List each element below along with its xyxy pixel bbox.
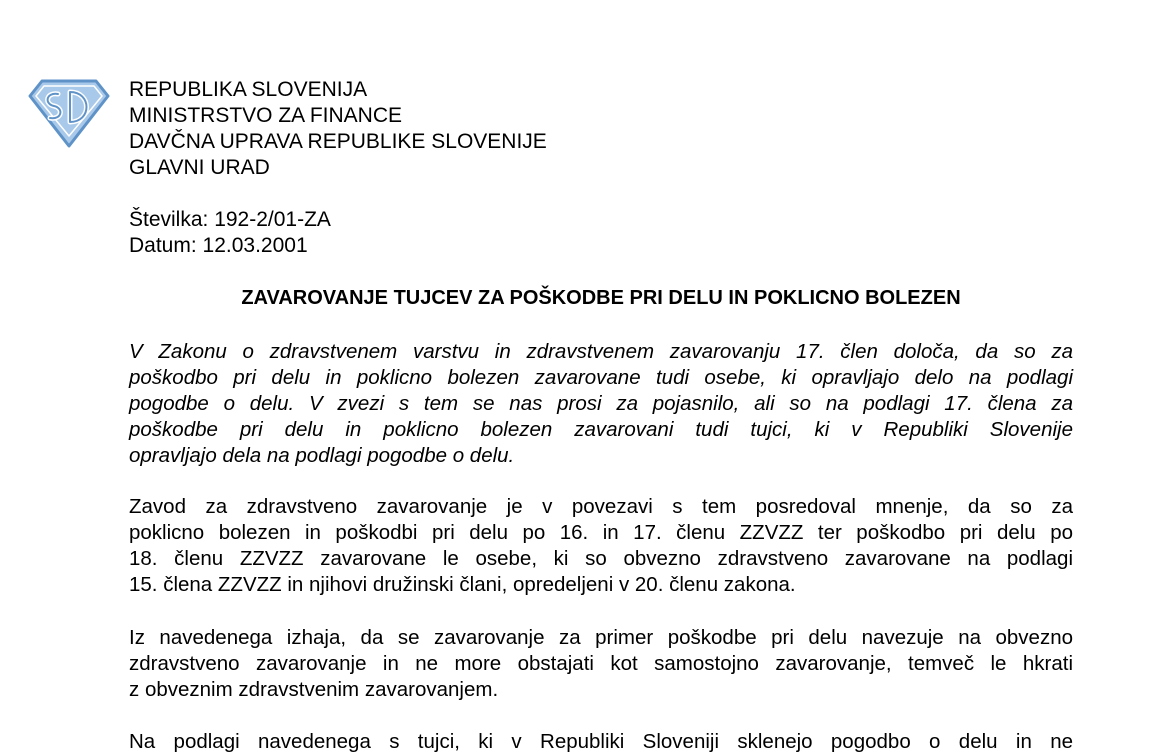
paragraph-line: Iz navedenega izhaja, da se zavarovanje za primer poškodbe pri delu navezuje na obvezno [129,626,1073,649]
paragraph-line: zdravstveno zavarovanje in ne more obstajati kot samostojno zavarovanje, temveč le hkrati [129,652,1073,675]
letterhead-line: GLAVNI URAD [129,156,270,179]
document-meta [129,207,331,259]
paragraph-line: V Zakonu o zdravstvenem varstvu in zdravstvenem zavarovanju 17. člen določa, da so za [129,340,1073,363]
paragraph-line: opravljajo dela na podlagi pogodbe o delu. [129,444,515,467]
paragraph-line: poškodbe pri delu in poklicno bolezen zavarovani tudi tujci, ki v Republiki Slovenije [129,418,1073,441]
document-title: ZAVAROVANJE TUJCEV ZA POŠKODBE PRI DELU IN POKLICNO BOLEZEN [241,287,961,309]
paragraph-line: Na podlagi navedenega s tujci, ki v Republiki Sloveniji sklenejo pogodbo o delu in ne [129,730,1073,753]
durs-shield-logo-icon [28,78,110,148]
paragraph-line: Zavod za zdravstveno zavarovanje je v povezavi s tem posredoval mnenje, da so za [129,495,1073,518]
paragraph-conclusion [129,625,1073,703]
letterhead-line: MINISTRSTVO ZA FINANCE [129,104,403,127]
letterhead-line: DAVČNA UPRAVA REPUBLIKE SLOVENIJE [129,130,547,153]
paragraph-cut-off [129,729,1073,755]
paragraph-line: z obveznim zdravstvenim zavarovanjem. [129,678,499,701]
paragraph-opinion [129,494,1073,598]
letterhead-line: REPUBLIKA SLOVENIJA [129,78,368,101]
document-date: Datum: 12.03.2001 [129,234,308,257]
paragraph-line: 18. členu ZZVZZ zavarovane le osebe, ki so obvezno zdravstveno zavarovane na podlagi [129,547,1073,570]
letterhead [129,77,547,181]
paragraph-line: poklicno bolezen in poškodbi pri delu po 16. in 17. členu ZZVZZ ter poškodbo pri delu po [129,521,1073,544]
paragraph-line: 15. člena ZZVZZ in njihovi družinski člani, opredeljeni v 20. členu zakona. [129,573,796,596]
paragraph-line: poškodbo pri delu in poklicno bolezen zavarovane tudi osebe, ki opravljajo delo na podlagi [129,366,1073,389]
document-number: Številka: 192-2/01-ZA [129,208,331,231]
paragraph-line: pogodbe o delu. V zvezi s tem se nas prosi za pojasnilo, ali so na podlagi 17. člena za [129,392,1073,415]
paragraph-question [129,339,1073,469]
